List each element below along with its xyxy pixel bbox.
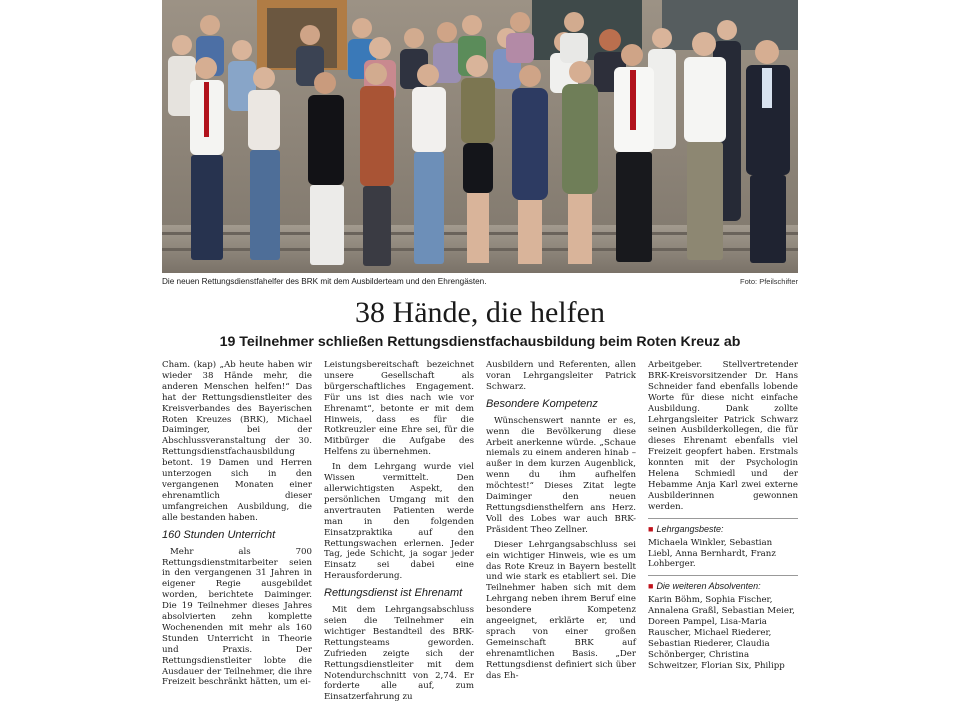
group-photo — [162, 0, 798, 273]
paragraph: Wünschenswert nannte er es, wenn die Bevölkerung diese Arbeit anerkenne würde. „Schaue niemals zu einem anderen hinab – außer in dem kurzen Augenblick, wenn du ihm aufhelfen möchtest!“ Dieses Zitat legte Daiminger den neuen Rettungsdiensthelfern ans Herz. Voll des Lobes war auch BRK-Präsident Theo Zellner. — [486, 415, 636, 535]
paragraph: In dem Lehrgang wurde viel Wissen vermittelt. Den allerwichtigsten Aspekt, den persönlichen Umgang mit den anvertrauten Patienten werde man in den folgenden Einsatzpraktika auf den Rettungswachen erlernen. Jeder Tag, jede Schicht, ja sogar jeder Einsatz sei dabei eine Herausforderung. — [324, 462, 474, 582]
section-heading: Rettungsdienst ist Ehrenamt — [324, 587, 463, 600]
headline: 38 Hände, die helfen — [355, 296, 605, 329]
info-box-text: Karin Böhm, Sophia Fischer, Annalena Graßl, Sebastian Meier, Doreen Pampel, Lisa-Maria Rauscher, Michael Riederer, Sebastian Riederer, Claudia Schönberger, Christina Schweitzer, Florian Six, Philipp — [648, 595, 795, 671]
info-box-text: Michaela Winkler, Sebastian Liebl, Anna Bernhardt, Franz Lohberger. — [648, 537, 776, 570]
square-bullet-icon: ■ — [648, 581, 654, 592]
article-column-1 — [162, 360, 312, 688]
photo-credit: Foto: Pfeilschifter — [740, 277, 798, 286]
photo-caption — [162, 276, 798, 290]
article-column-3 — [486, 360, 636, 681]
paragraph: Leistungsbereitschaft bezeichnet unsere Gesellschaft als bürgerschaftliches Engagement. Für uns ist dies nach wie vor Ehrenamt“, betonte er mit dem Hinweis, dass es für die Rotkreuzler eine Ehre sei, für die Mitbürger die Aufgabe des Helfens zu übernehmen. — [324, 360, 474, 458]
info-box-heading — [648, 518, 798, 535]
section-heading: Besondere Kompetenz — [486, 397, 598, 410]
paragraph: Mit dem Lehrgangsabschluss seien die Teilnehmer ein wichtiger Bestandteil des BRK-Rettungsteams geworden. Zufrieden zeigte sich der Rettungsdienstleiter mit dem Notendurchschnitt von 2,74. Er forderte alle auf, zum Einsatzerfahrung zu — [324, 605, 474, 703]
article-column-4 — [648, 360, 798, 671]
article-column-2 — [324, 360, 474, 703]
subheadline: 19 Teilnehmer schließen Rettungsdienstfachausbildung beim Roten Kreuz ab — [219, 334, 741, 350]
caption-text: Die neuen Rettungsdienstfahelfer des BRK mit dem Ausbilderteam und den Ehrengästen. — [162, 277, 487, 286]
paragraph: Mehr als 700 Rettungsdienstmitarbeiter seien in den vergangenen 31 Jahren in eigener Regie ausgebildet worden, berichtete Daiminger. Die 19 Teilnehmer dieses Jahres absolvierten zehn komplette Wochenenden mit mehr als 160 Stunden Unterricht in Theorie und Praxis. Der Rettungsdienstleiter lobte die Ausdauer der Teilnehmer, die ihre Freizeit beschränkt hätten, um ei- — [162, 546, 312, 688]
paragraph: Ausbildern und Referenten, allen voran Lehrgangsleiter Patrick Schwarz. — [486, 360, 636, 392]
paragraph: Dieser Lehrgangsabschluss sei ein wichtiger Hinweis, wie es um das Rote Kreuz in Bayern bestellt und wie stark es etabliert sei. Die Teilnehmer haben sich mit dem Lehrgang neben ihrem Beruf eine besondere Kompetenz angeeignet, erklärte er, und sprach von einer großen Gemeinschaft BRK auf ehrenamtlichen Basis. „Der Rettungsdienst definiert sich über das Eh- — [486, 539, 636, 681]
info-box-title: Lehrgangsbeste: — [656, 523, 724, 534]
paragraph: Arbeitgeber. Stellvertretender BRK-Kreisvorsitzender Dr. Hans Schneider fand ebenfalls lobende Worte für diese nicht einfache Ausbildung. Dank zollte Lehrgangsleiter Patrick Schwarz seinen Ausbilderkollegen, die für dieses Ehrenamt ebenfalls viel Freizeit geopfert haben. Erstmals konnten mit der Psychologin Helena Schmiedl und der Hebamme Anja Karl zwei externe Ausbilderinnen gewonnen werden. — [648, 360, 798, 512]
square-bullet-icon: ■ — [648, 523, 654, 534]
paragraph: Cham. (kap) „Ab heute haben wir wieder 38 Hände mehr, die anderen Menschen helfen!“ Das hat der Rettungsdienstleiter des Kreisverbandes des Bayerischen Roten Kreuzes (BRK), Michael Daiminger, bei der Abschlussveranstaltung der 30. Rettungsdienstfachausbildung betont. 19 Damen und Herren unterzogen sich in den vergangenen Monaten einer ehrenamtlich dieser umfangreichen Ausbildung, die alle bestanden haben. — [162, 360, 312, 523]
info-box-title: Die weiteren Absolventen: — [656, 581, 761, 592]
info-box-heading — [648, 575, 798, 592]
section-heading: 160 Stunden Unterricht — [162, 528, 276, 541]
